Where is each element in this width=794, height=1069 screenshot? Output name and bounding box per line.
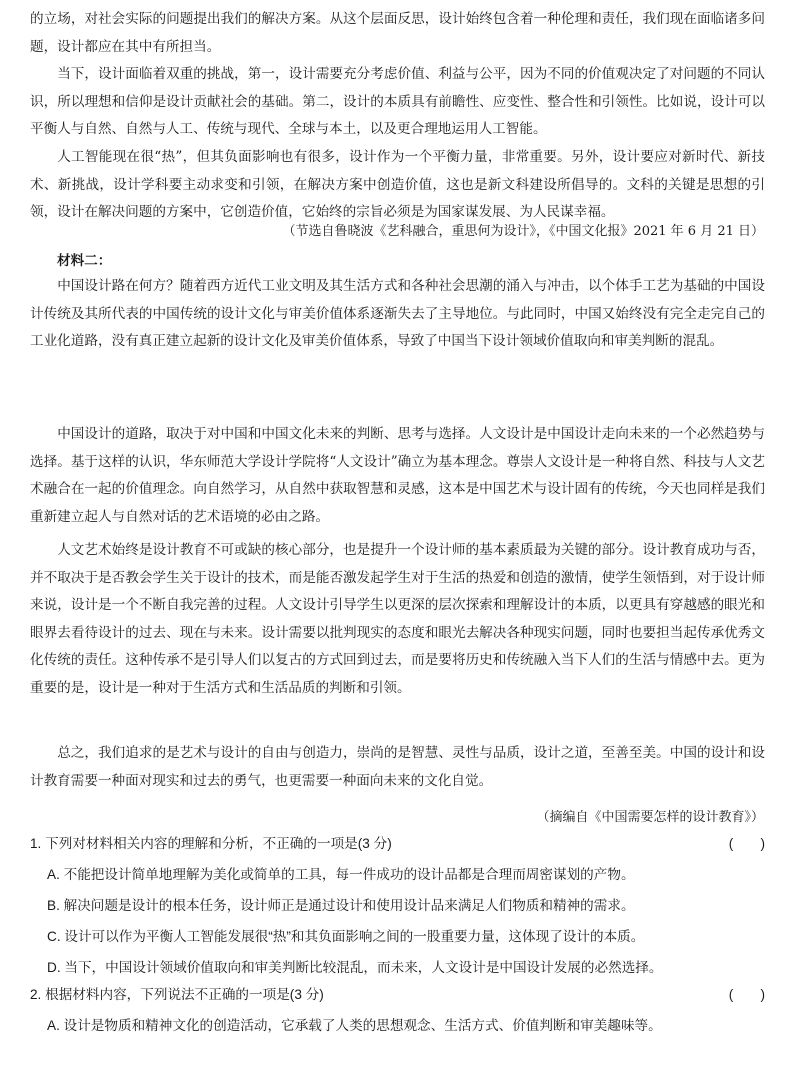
paragraph-dual-challenge: 当下，设计面临着双重的挑战，第一，设计需要充分考虑价值、利益与公平，因为不同的价值观决定了对问题的不同认识，所以理想和信仰是设计贡献社会的基础。第二，设计的本质具有前瞻性、应变性、整合性和引领性。比如说，设计可以平衡人与自然、自然与人工、传统与现代、全球与本土，以及更合理地运用人工智能。	[30, 66, 765, 137]
paragraph-design-education: 人文艺术始终是设计教育不可或缺的核心部分，也是提升一个设计师的基本素质最为关键的部分。设计教育成功与否，并不取决于是否教会学生关于设计的技术，而是能否激发起学生对于生活的热爱和创造的激情，使学生领悟到，对于设计师来说，设计是一个不断自我完善的过程。人文设计引导学生以更深的层次探索和理解设计的本质，以更具有穿越感的眼光和眼界去看待设计的过去、现在与未来。设计需要以批判现实的态度和眼光去解决各种现实问题，同时也要担当起传承优秀文化传统的责任。这种传承不是引导人们以复古的方式回到过去，而是要将历史和传统融入当下人们的生活与情感中去。更为重要的是，设计是一种对于生活方式和生活品质的判断和引领。	[30, 542, 765, 696]
paragraph-chinese-design-path: 中国设计路在何方？随着西方近代工业文明及其生活方式和各种社会思潮的涌入与冲击，以个体手工艺为基础的中国设计传统及其所代表的中国传统的设计文化与审美价值体系逐渐失去了主导地位。与此同时，中国又始终没有完全走完自己的工业化道路，没有真正建立起新的设计文化及审美价值体系，导致了中国当下设计领域价值取向和审美判断的混乱。	[30, 278, 765, 349]
paragraph-conclusion: 总之，我们追求的是艺术与设计的自由与创造力，崇尚的是智慧、灵性与品质，设计之道，至善至美。中国的设计和设计教育需要一种面对现实和过去的勇气，也更需要一种面向未来的文化自觉。	[30, 745, 765, 789]
question-2-stem	[30, 985, 765, 1005]
question-1-option-d[interactable]: D. 当下，中国设计领域价值取向和审美判断比较混乱，而未来，人文设计是中国设计发展的必然选择。	[47, 960, 663, 975]
question-1-stem	[30, 834, 765, 854]
paragraph-continued: 的立场，对社会实际的问题提出我们的解决方案。从这个层面反思，设计始终包含着一种伦理和责任，我们现在面临诸多问题，设计都应在其中有所担当。	[30, 11, 765, 55]
question-1-text: 1. 下列对材料相关内容的理解和分析，不正确的一项是(3 分)	[30, 836, 392, 851]
question-1-option-b[interactable]: B. 解决问题是设计的根本任务，设计师正是通过设计和使用设计品来满足人们物质和精神的需求。	[47, 898, 635, 913]
question-2-option-a[interactable]: A. 设计是物质和精神文化的创造活动，它承载了人类的思想观念、生活方式、价值判断和审美趣味等。	[47, 1018, 662, 1033]
material-2-heading: 材料二：	[57, 253, 112, 269]
source-citation-1: （节选自鲁晓波《艺科融合，重思何为设计》，《中国文化报》2021 年 6 月 21 日）	[282, 224, 764, 239]
answer-bracket-1[interactable]: ( )	[728, 836, 765, 851]
question-1-option-c[interactable]: C. 设计可以作为平衡人工智能发展很“热”和其负面影响之间的一股重要力量，这体现了设计的本质。	[47, 929, 645, 944]
question-2-text: 2. 根据材料内容，下列说法不正确的一项是(3 分)	[30, 987, 324, 1002]
source-citation-2: （摘编自《中国需要怎样的设计教育》）	[536, 810, 764, 825]
question-1-option-a[interactable]: A. 不能把设计简单地理解为美化或简单的工具，每一件成功的设计品都是合理而周密谋划的产物。	[47, 867, 635, 882]
paragraph-ai: 人工智能现在很“热”，但其负面影响也有很多，设计作为一个平衡力量，非常重要。另外，设计要应对新时代、新技术、新挑战，设计学科要主动求变和引领，在解决方案中创造价值，这也是新文科建设所倡导的。文科的关键是思想的引领，设计在解决问题的方案中，它创造价值，它始终的宗旨必须是为国家谋发展、为人民谋幸福。	[30, 149, 765, 220]
answer-bracket-2[interactable]: ( )	[728, 987, 765, 1002]
paragraph-humanistic-design: 中国设计的道路，取决于对中国和中国文化未来的判断、思考与选择。人文设计是中国设计走向未来的一个必然趋势与选择。基于这样的认识，华东师范大学设计学院将“人文设计”确立为基本理念。尊崇人文设计是一种将自然、科技与人文艺术融合在一起的价值理念。向自然学习，从自然中获取智慧和灵感，这本是中国艺术与设计固有的传统，今天也同样是我们重新建立起人与自然对话的艺术语境的必由之路。	[30, 426, 765, 525]
